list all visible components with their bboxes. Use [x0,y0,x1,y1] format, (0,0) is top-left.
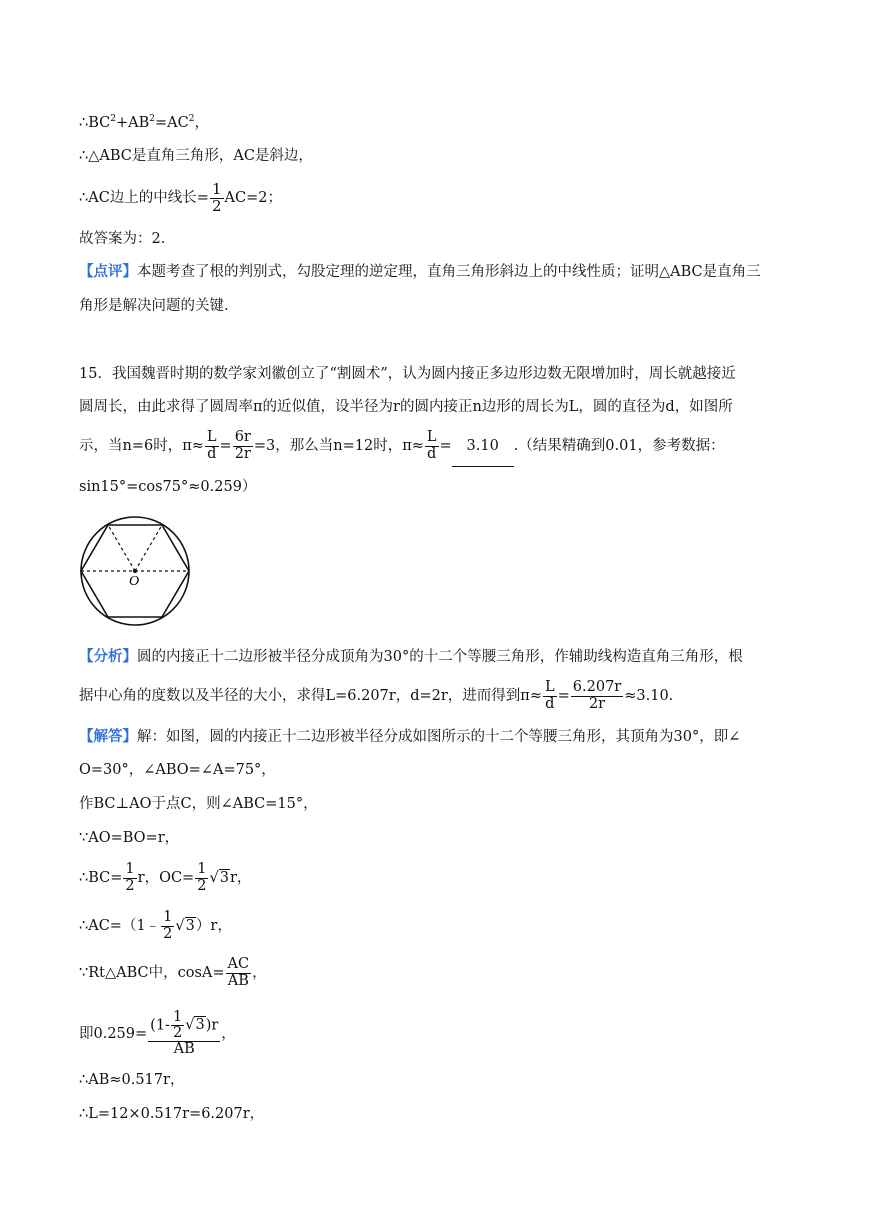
text: 解：如图，圆的内接正十二边形被半径分成如图所示的十二个等腰三角形，其顶角为30°，即∠ [137,729,741,745]
line-median [79,178,282,218]
superscript: 2 [188,114,195,125]
superscript: 2 [149,114,155,125]
fraction-AC-over-AB [226,957,252,988]
denominator: 2r [234,445,251,462]
center-point [133,569,137,573]
numerator: 1 [211,179,222,198]
numerator: 1 [197,861,207,878]
comment-line-1 [79,261,761,283]
text: ∴AC边上的中线长= [79,190,209,206]
solution-line-9: ∴AB≈0.517r， [79,1072,185,1088]
solution-line-5 [79,858,251,898]
text: ≈3.10. [624,688,674,704]
fraction-6207r-over-2r [571,680,623,711]
text: =AC [155,115,189,131]
fraction-6r-over-2r [233,430,253,461]
solution-line-3: 作BC⊥AO于点C，则∠ABC=15°， [79,796,318,812]
radicand: 3 [195,1017,205,1034]
text: (1- [150,1017,170,1034]
fraction-half [195,862,208,893]
text: ∴BC= [79,870,123,886]
text: ∴BC [79,115,111,131]
denominator: 2 [163,925,173,942]
text: ， [252,965,267,981]
comment-line-2: 角形是解决问题的关键. [79,298,229,314]
fraction-L-over-d [425,430,439,461]
numerator: 1 [163,909,173,926]
denominator: 2 [197,877,207,894]
text: AC=2； [224,190,282,206]
line-answer: 故答案为：2. [79,231,166,247]
text: 本题考查了根的判别式，勾股定理的逆定理，直角三角形斜边上的中线性质；证明△ABC是直角三 [137,264,761,280]
text: =3，那么当n=12时，π≈ [253,438,424,454]
text: )r [205,1017,219,1034]
analysis-line-1 [79,646,743,668]
superscript: 2 [110,114,116,125]
solution-line-1 [79,726,740,748]
solution-line-10: ∴L=12×0.517r=6.207r， [79,1106,265,1122]
text: .（结果精确到0.01，参考数据： [513,438,725,454]
line-bc-ab-ac [79,112,209,134]
solution-line-7 [79,953,267,993]
question-15-line-4: sin15°=cos75°≈0.259） [79,479,257,495]
numerator: L [545,679,555,696]
text: ）r， [195,918,232,934]
numerator: 1 [172,1009,183,1025]
radius-dashed-left [108,525,135,571]
fraction-half [171,1010,184,1041]
fraction-complex [148,1010,220,1058]
sqrt-3: √3 [175,918,195,934]
analysis-line-2: 据中心角的度数以及半径的大小，求得L=6.207r，d=2r，进而得到π≈ $\frac{L}{d}$ = $\frac{6.207r}{2r}$ ≈3.10. [79,679,674,712]
text: ∴AC=（1﹣ [79,918,161,934]
numerator [148,1010,220,1042]
numerator: AC [227,956,250,973]
analysis-tag: 【分析】 [79,648,137,665]
denominator: 2r [588,695,606,712]
question-15-line-3: 示，当n=6时，π≈ $\frac{L}{d}$ = $\frac{6r}{2r}$ =3，那么当n=12时，π≈ $\frac{L}{d}$ = 3.10 .（结果精确到0.01，参考数据： [79,426,725,467]
text: 圆的内接正十二边形被半径分成顶角为30°的十二个等腰三角形，作辅助线构造直角三角形，根 [137,649,743,665]
denominator: 2 [125,877,135,894]
text: r，OC= [137,870,195,886]
numerator: L [206,429,217,446]
fraction-half [161,910,174,941]
question-15-line-1: 15．我国魏晋时期的数学家刘徽创立了“割圆术”，认为圆内接正多边形边数无限增加时，周长就越接近 [79,366,736,382]
solution-line-4: ∵AO=BO=r， [79,830,180,846]
denominator: 2 [172,1025,183,1042]
text: ∵Rt△ABC中，cosA= [79,965,225,981]
numerator: L [426,429,437,446]
text: r， [229,870,252,886]
text: 即0.259= [79,1025,148,1042]
text: ， [221,1025,236,1042]
numerator: 6.207r [572,679,622,696]
text: ， [194,115,209,131]
denominator: d [545,695,555,712]
sqrt-3: √3 [209,870,229,886]
radicand: 3 [185,918,195,934]
solution-line-6 [79,906,232,946]
denominator: d [207,445,217,462]
answer-blank: 3.10 [452,426,514,467]
denominator: 2 [211,196,222,215]
numerator: 1 [125,861,135,878]
fraction-half [123,862,136,893]
denominator: AB [173,1041,195,1058]
numerator: 6r [234,429,251,446]
radius-dashed-right [135,525,162,571]
sqrt-3: √3 [185,1017,205,1034]
text: = [439,438,452,454]
radicand: 3 [219,870,229,886]
text: 示，当n=6时，π≈ [79,438,204,454]
solution-line-8 [79,1010,236,1058]
solution-tag: 【解答】 [79,728,137,745]
question-15-line-2: 圆周长，由此求得了圆周率π的近似值，设半径为r的圆内接正n边形的周长为L，圆的直径为d，如图所 [79,399,733,415]
comment-tag: 【点评】 [79,263,137,280]
fraction-half [210,179,224,215]
denominator: d [427,445,437,462]
text: 据中心角的度数以及半径的大小，求得L=6.207r，d=2r，进而得到π≈ [79,688,542,704]
hexagon-in-circle-figure [78,515,194,627]
fraction-L-over-d [543,680,557,711]
solution-line-2: O=30°，∠ABO=∠A=75°， [79,762,276,778]
fraction-L-over-d [205,430,219,461]
center-label: O [129,574,140,589]
text: +AB [115,115,150,131]
line-right-triangle: ∴△ABC是直角三角形，AC是斜边， [79,148,313,164]
denominator: AB [227,972,249,989]
